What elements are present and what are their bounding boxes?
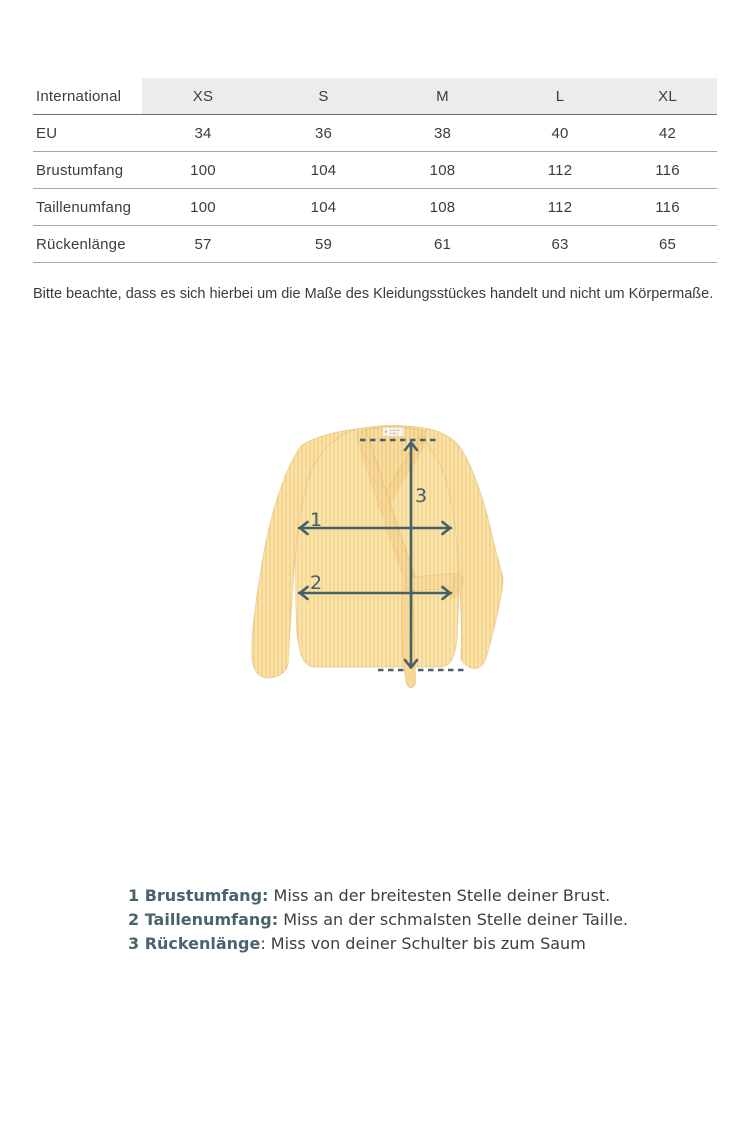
cardigan-illustration — [225, 415, 525, 715]
table-row-eu — [33, 115, 717, 152]
row-label-back-length: Rückenlänge — [33, 226, 142, 263]
legend-text-chest: Miss an der breitesten Stelle deiner Brust. — [268, 886, 611, 905]
table-cell: 42 — [618, 115, 717, 152]
legend-label-back-length: 3 Rückenlänge — [128, 934, 261, 953]
table-cell: 112 — [502, 189, 618, 226]
legend-text-waist: Miss an der schmalsten Stelle deiner Taille. — [278, 910, 629, 929]
table-cell: 59 — [264, 226, 383, 263]
table-header-row — [33, 78, 717, 115]
table-cell: 34 — [142, 115, 264, 152]
table-cell: 100 — [142, 189, 264, 226]
size-table — [33, 78, 717, 263]
measurement-legend — [128, 884, 628, 956]
waist-arrow-label: 2 — [310, 572, 323, 594]
legend-item-chest — [128, 884, 628, 908]
back-length-arrow-label: 3 — [415, 485, 428, 507]
table-cell: 61 — [383, 226, 502, 263]
table-cell: 108 — [383, 189, 502, 226]
column-header-l: L — [502, 78, 618, 115]
row-label-eu: EU — [33, 115, 142, 152]
legend-item-waist — [128, 908, 628, 932]
legend-label-chest: 1 Brustumfang: — [128, 886, 269, 905]
column-header-xl: XL — [618, 78, 717, 115]
row-label-chest: Brustumfang — [33, 152, 142, 189]
table-cell: 112 — [502, 152, 618, 189]
column-header-international: International — [33, 78, 142, 115]
knit-texture — [245, 419, 509, 681]
table-row-chest — [33, 152, 717, 189]
table-row-back-length — [33, 226, 717, 263]
column-header-m: M — [383, 78, 502, 115]
table-cell: 104 — [264, 189, 383, 226]
garment-diagram — [225, 415, 525, 715]
table-cell: 57 — [142, 226, 264, 263]
column-header-s: S — [264, 78, 383, 115]
table-cell: 38 — [383, 115, 502, 152]
table-cell: 36 — [264, 115, 383, 152]
row-label-waist: Taillenumfang — [33, 189, 142, 226]
legend-item-back-length — [128, 932, 628, 956]
table-cell: 65 — [618, 226, 717, 263]
table-cell: 100 — [142, 152, 264, 189]
legend-label-waist: 2 Taillenumfang: — [128, 910, 279, 929]
table-cell: 104 — [264, 152, 383, 189]
table-cell: 40 — [502, 115, 618, 152]
column-header-xs: XS — [142, 78, 264, 115]
table-row-waist — [33, 189, 717, 226]
garment-measure-note: Bitte beachte, dass es sich hierbei um die Maße des Kleidungsstückes handelt und nicht um Körpermaße. — [33, 286, 714, 302]
table-cell: 116 — [618, 152, 717, 189]
table-cell: 108 — [383, 152, 502, 189]
chest-arrow-label: 1 — [310, 509, 323, 531]
legend-text-back-length: : Miss von deiner Schulter bis zum Saum — [260, 934, 586, 953]
table-cell: 116 — [618, 189, 717, 226]
table-cell: 63 — [502, 226, 618, 263]
